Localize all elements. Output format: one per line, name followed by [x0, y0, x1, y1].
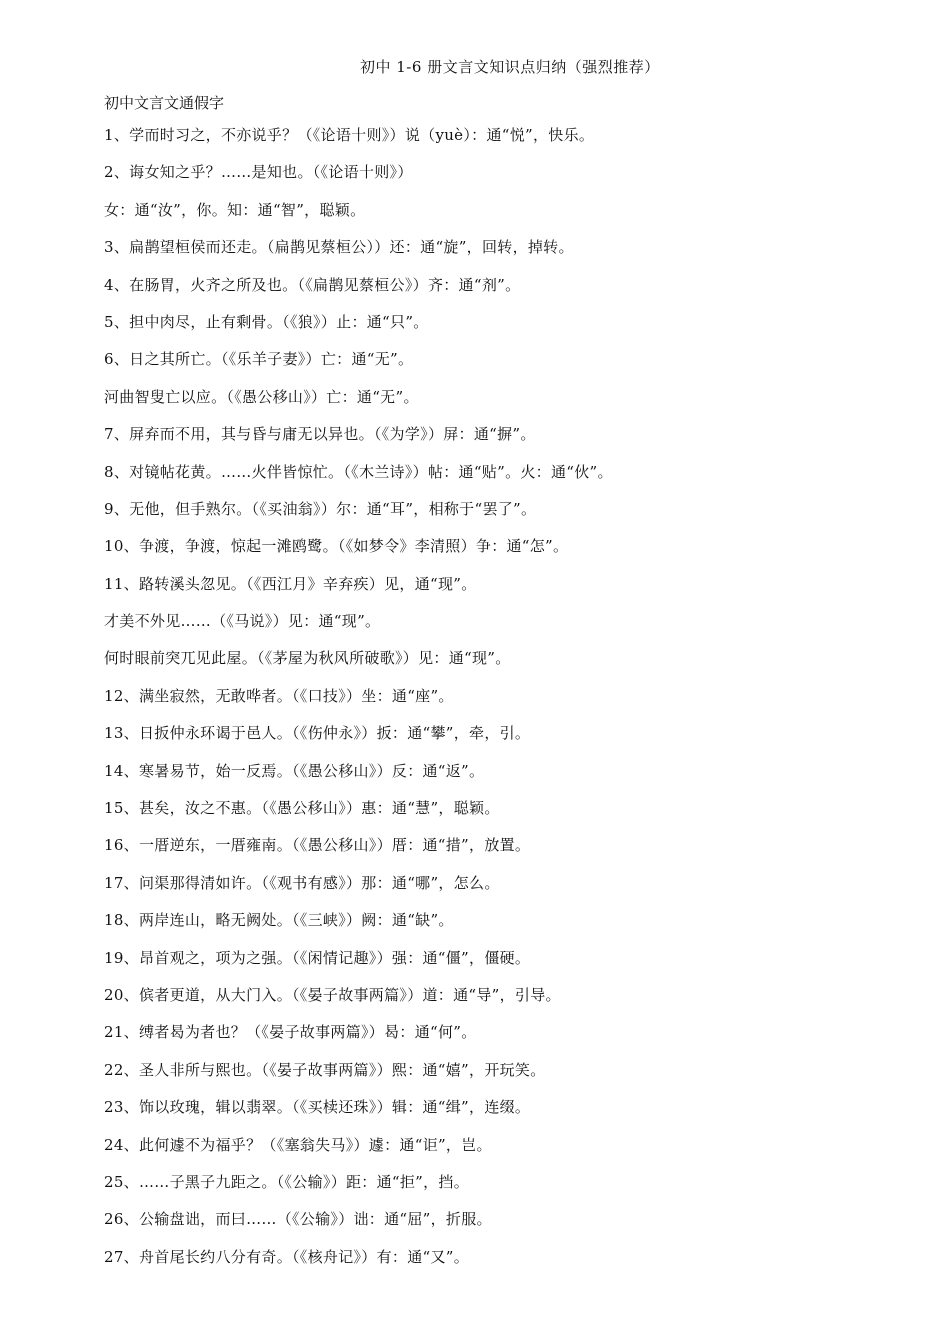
list-item: 20、傧者更道，从大门入。（《晏子故事两篇》）道：通“导”，引导。	[104, 985, 561, 1004]
list-item: 18、两岸连山，略无阙处。（《三峡》）阙：通“缺”。	[104, 911, 454, 930]
list-item: 9、无他，但手熟尔。（《买油翁》）尔：通“耳”，相称于“罢了”。	[104, 499, 537, 518]
list-item: 5、担中肉尽，止有剩骨。（《狼》）止：通“只”。	[104, 312, 429, 331]
list-item: 14、寒暑易节，始一反焉。（《愚公移山》）反：通“返”。	[104, 761, 485, 780]
list-item: 6、日之其所亡。（《乐羊子妻》）亡：通“无”。	[104, 350, 414, 369]
section-heading: 初中文言文通假字	[104, 94, 225, 112]
list-item: 8、对镜帖花黄。……火伴皆惊忙。（《木兰诗》）帖：通“贴”。火：通“伙”。	[104, 462, 613, 481]
list-item: 16、一厝逆东，一厝雍南。（《愚公移山》）厝：通“措”，放置。	[104, 836, 531, 855]
list-item: 3、扁鹊望桓侯而还走。（扁鹊见蔡桓公））还：通“旋”，回转，掉转。	[104, 238, 574, 257]
list-item: 17、问渠那得清如许。（《观书有感》）那：通“哪”，怎么。	[104, 873, 500, 892]
list-item: 2、诲女知之乎？……是知也。（《论语十则》）	[104, 163, 413, 182]
list-item: 10、争渡，争渡，惊起一滩鸥鹭。（《如梦令》李清照）争：通“怎”。	[104, 537, 569, 556]
list-item: 河曲智叟亡以应。（《愚公移山》）亡：通“无”。	[104, 387, 419, 406]
list-item: 1、学而时习之，不亦说乎？（《论语十则》）说（yuè）：通“悦”，快乐。	[104, 126, 595, 144]
list-item: 21、缚者曷为者也？（《晏子故事两篇》）曷：通“何”。	[104, 1023, 477, 1042]
list-item: 23、饰以玫瑰，辑以翡翠。（《买椟还珠》）辑：通“缉”，连缀。	[104, 1098, 531, 1117]
list-item: 何时眼前突兀见此屋。（《茅屋为秋风所破歌》）见：通“现”。	[104, 649, 511, 668]
document-title: 初中 1-6 册文言文知识点归纳（强烈推荐）	[360, 58, 660, 76]
list-item: 22、圣人非所与熙也。（《晏子故事两篇》）熙：通“嬉”，开玩笑。	[104, 1060, 546, 1079]
list-item: 24、此何遽不为福乎？（《塞翁失马》）遽：通“讵”，岂。	[104, 1135, 492, 1154]
list-item: 26、公输盘诎，而曰……（《公输》）诎：通“屈”，折服。	[104, 1210, 492, 1229]
list-item: 11、路转溪头忽见。（《西江月》辛弃疾）见，通“现”。	[104, 574, 477, 593]
list-item: 25、……子黑子九距之。（《公输》）距：通“拒”，挡。	[104, 1172, 470, 1191]
list-item: 27、舟首尾长约八分有奇。（《核舟记》）有：通“又”。	[104, 1247, 470, 1266]
list-item: 19、昂首观之，项为之强。（《闲情记趣》）强：通“僵”，僵硬。	[104, 948, 531, 967]
list-item: 4、在肠胃，火齐之所及也。（《扁鹊见蔡桓公》）齐：通“剂”。	[104, 275, 521, 294]
list-item: 女：通“汝”，你。知：通“智”，聪颖。	[104, 200, 366, 219]
list-item: 12、满坐寂然，无敢哗者。（《口技》）坐：通“座”。	[104, 686, 454, 705]
list-item: 7、屏弃而不用，其与昏与庸无以异也。（《为学》）屏：通“摒”。	[104, 425, 536, 444]
list-item: 15、甚矣，汝之不惠。（《愚公移山》）惠：通“慧”，聪颖。	[104, 799, 500, 818]
list-item: 13、日扳仲永环谒于邑人。（《伤仲永》）扳：通“攀”，牵，引。	[104, 724, 531, 743]
list-item: 才美不外见……（《马说》）见：通“现”。	[104, 612, 381, 631]
entry-list	[104, 122, 904, 1281]
